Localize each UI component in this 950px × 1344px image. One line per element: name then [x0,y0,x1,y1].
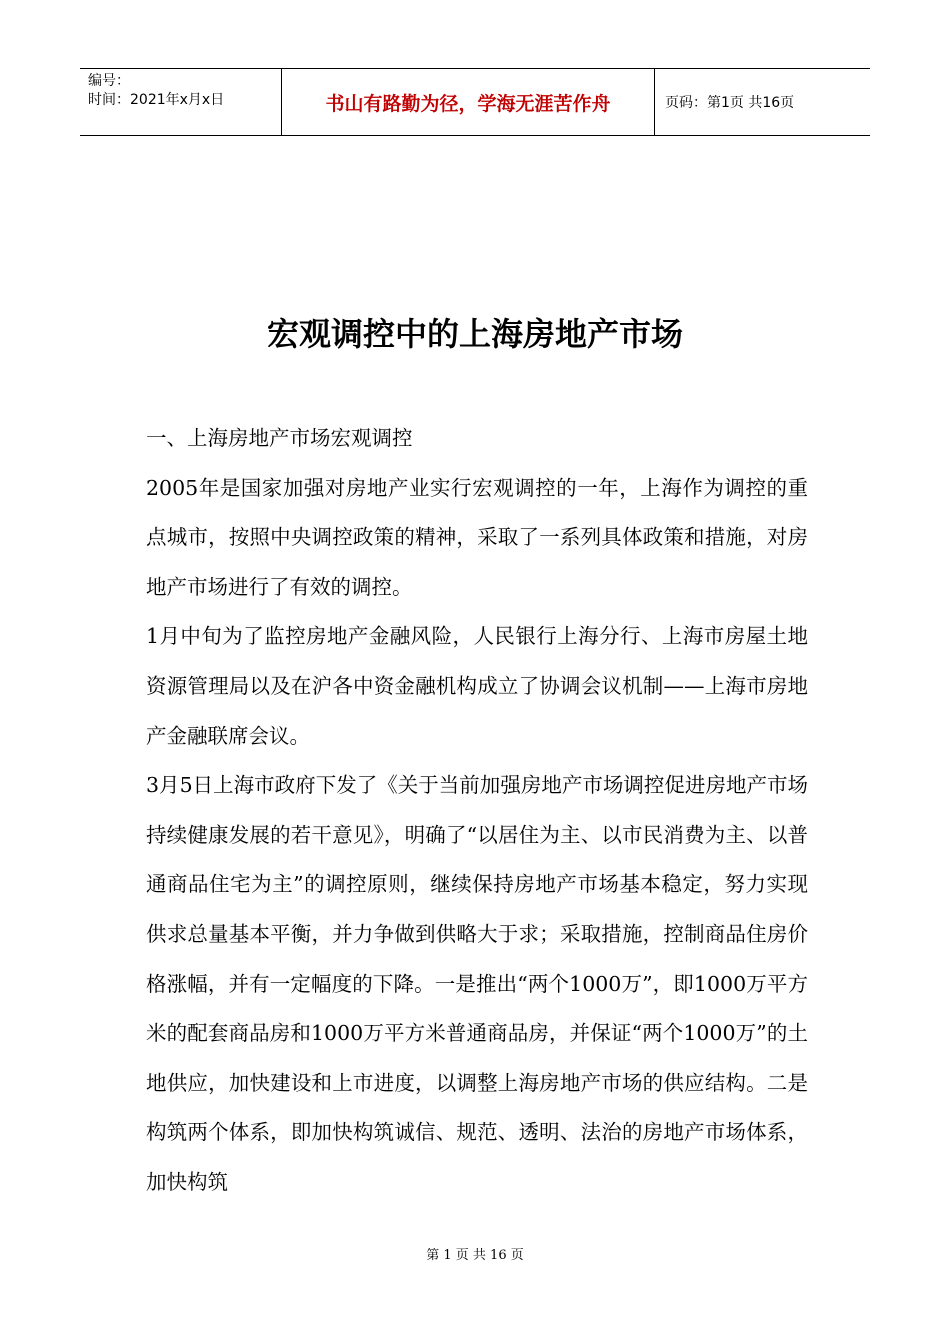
page-footer: 第 1 页 共 16 页 [426,1248,524,1263]
header-page-info: 页码：第1页 共16页 [665,95,795,111]
document-title: 宏观调控中的上海房地产市场 [266,315,683,353]
header-meta [80,69,282,135]
document-number-label: 编号： [88,73,130,89]
page-header [80,68,870,136]
paragraph: 3月5日上海市政府下发了《关于当前加强房地产市场调控促进房地产市场持续健康发展的若干意见》，明确了“以居住为主、以市民消费为主、以普通商品住宅为主”的调控原则，继续保持房地产市场基本稳定，努力实现供求总量基本平衡，并力争做到供略大于求；采取措施，控制商品住房价格涨幅，并有一定幅度的下降。一是推出“两个1000万”，即1000万平方米的配套商品房和1000万平方米普通商品房，并保证“两个1000万”的土地供应，加快建设和上市进度，以调整上海房地产市场的供应结构。二是构筑两个体系，即加快构筑诚信、规范、透明、法治的房地产市场体系，加快构筑 [146,773,808,1194]
document-time-label: 时间：2021年x月x日 [88,92,225,108]
document-body [146,414,808,1208]
section-heading: 一、上海房地产市场宏观调控 [146,426,413,450]
header-motto: 书山有路勤为径，学海无涯苦作舟 [282,69,655,135]
paragraph: 1月中旬为了监控房地产金融风险，人民银行上海分行、上海市房屋土地资源管理局以及在沪各中资金融机构成立了协调会议机制——上海市房地产金融联席会议。 [146,624,808,748]
paragraph: 2005年是国家加强对房地产业实行宏观调控的一年，上海作为调控的重点城市，按照中央调控政策的精神，采取了一系列具体政策和措施，对房地产市场进行了有效的调控。 [146,475,808,599]
